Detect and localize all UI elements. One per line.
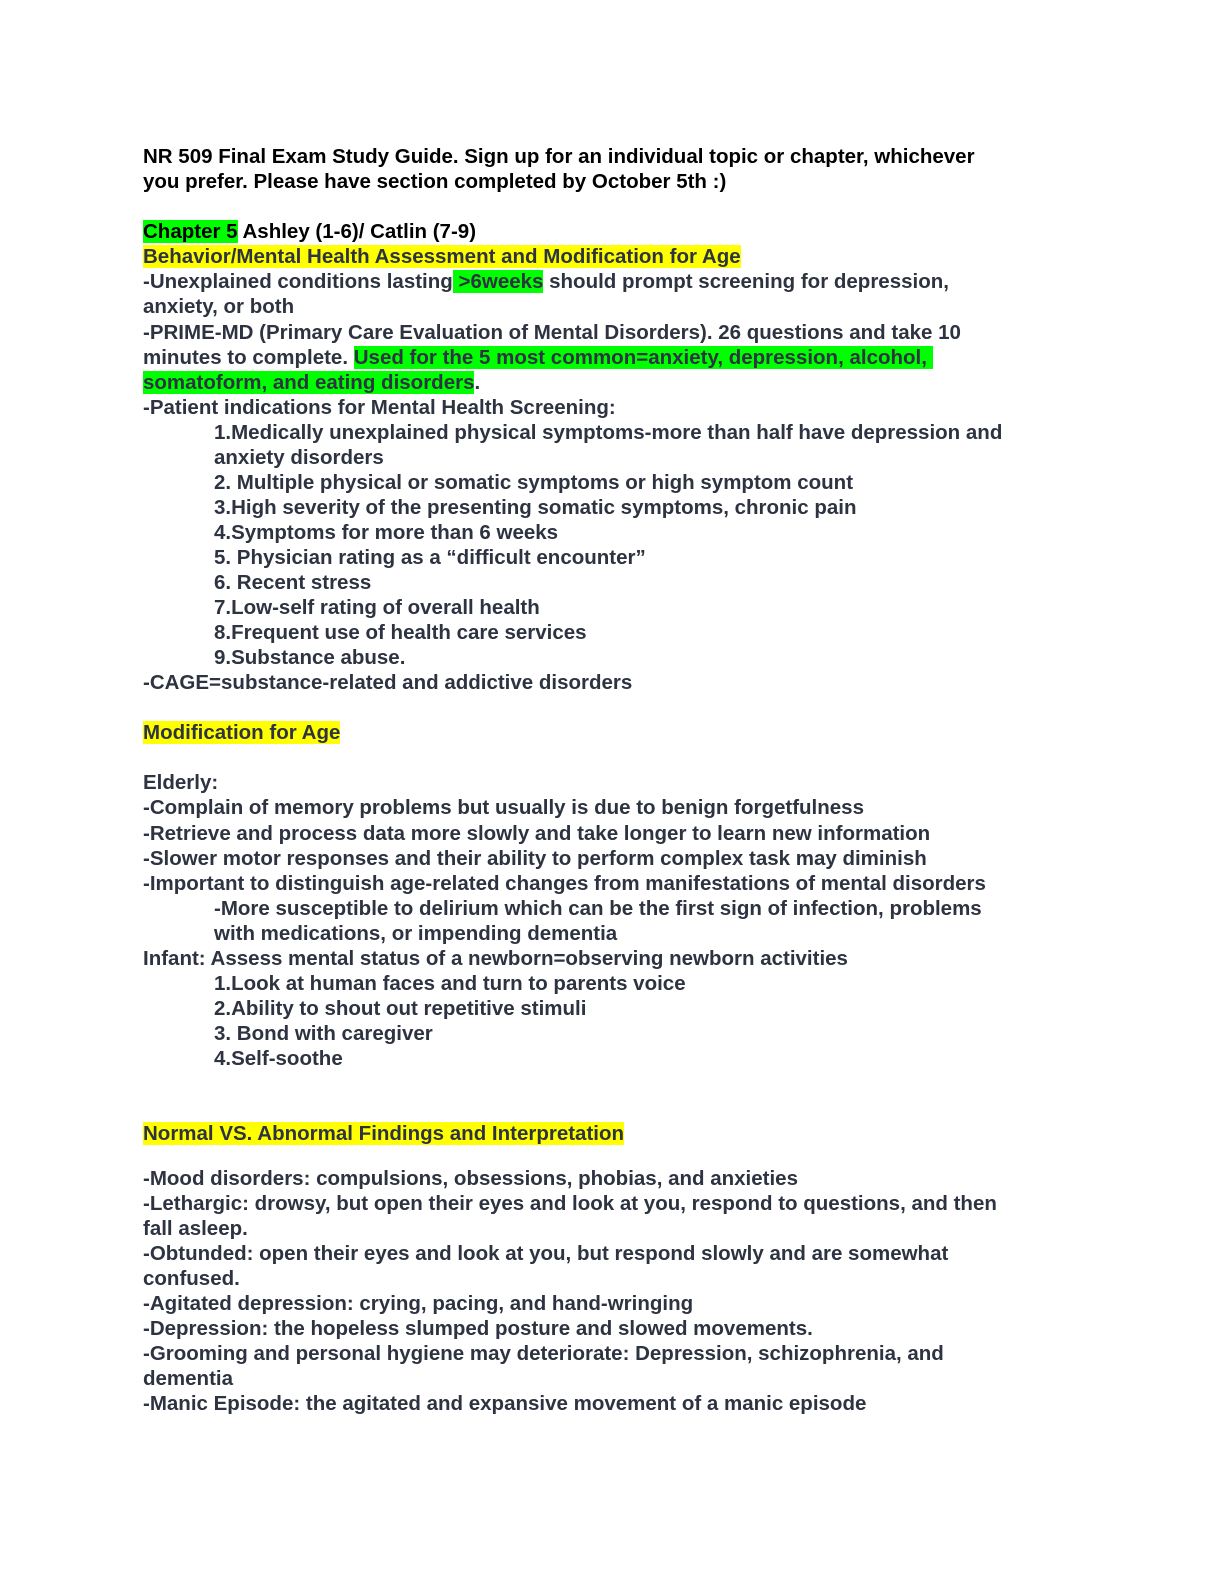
prime-md-line-2: minutes to complete. Used for the 5 most common=anxiety, depression, alcohol,: [143, 346, 933, 369]
finding-item: confused.: [143, 1267, 240, 1290]
infant-item: 4.Self-soothe: [214, 1047, 343, 1070]
infant-item: 1.Look at human faces and turn to parents voice: [214, 972, 686, 995]
doc-title-line-2: you prefer. Please have section completed by October 5th :): [143, 170, 727, 193]
indication-item: 5. Physician rating as a “difficult encounter”: [214, 546, 646, 569]
elderly-subitem: with medications, or impending dementia: [214, 922, 618, 945]
six-weeks-highlight: >6weeks: [452, 270, 544, 293]
finding-item: -Depression: the hopeless slumped posture and slowed movements.: [143, 1317, 813, 1340]
chapter-label: Chapter 5: [143, 220, 238, 243]
modification-heading: Modification for Age: [143, 721, 341, 744]
finding-item: -Obtunded: open their eyes and look at you, but respond slowly and are somewhat: [143, 1242, 949, 1265]
indication-item: anxiety disorders: [214, 446, 384, 469]
finding-item: -Agitated depression: crying, pacing, and hand-wringing: [143, 1292, 694, 1315]
infant-item: 3. Bond with caregiver: [214, 1022, 433, 1045]
infant-item: 2.Ability to shout out repetitive stimuli: [214, 997, 587, 1020]
indications-title: -Patient indications for Mental Health Screening:: [143, 396, 616, 419]
elderly-item: -Complain of memory problems but usually is due to benign forgetfulness: [143, 796, 864, 819]
indication-item: 3.High severity of the presenting somatic symptoms, chronic pain: [214, 496, 857, 519]
findings-heading: Normal VS. Abnormal Findings and Interpretation: [143, 1122, 625, 1145]
indication-item: 9.Substance abuse.: [214, 646, 406, 669]
finding-item: -Lethargic: drowsy, but open their eyes and look at you, respond to questions, and then: [143, 1192, 997, 1215]
finding-item: dementia: [143, 1367, 233, 1390]
unexplained-line: -Unexplained conditions lasting >6weeks should prompt screening for depression,: [143, 270, 949, 293]
indication-item: 8.Frequent use of health care services: [214, 621, 587, 644]
prime-md-highlight-2: somatoform, and eating disorders: [143, 371, 475, 394]
finding-item: -Mood disorders: compulsions, obsessions, phobias, and anxieties: [143, 1167, 798, 1190]
indication-item: 1.Medically unexplained physical symptoms-more than half have depression and: [214, 421, 1003, 444]
behavior-heading: Behavior/Mental Health Assessment and Modification for Age: [143, 245, 741, 268]
elderly-subitem: -More susceptible to delirium which can be the first sign of infection, problems: [214, 897, 982, 920]
unexplained-line-2: anxiety, or both: [143, 295, 295, 318]
chapter-line: [143, 219, 476, 244]
doc-title-line-1: NR 509 Final Exam Study Guide. Sign up for an individual topic or chapter, whichever: [143, 145, 975, 168]
elderly-item: -Important to distinguish age-related changes from manifestations of mental disorders: [143, 872, 986, 895]
cage-line: -CAGE=substance-related and addictive disorders: [143, 671, 633, 694]
prime-md-highlight-1: Used for the 5 most common=anxiety, depression, alcohol,: [353, 346, 933, 369]
finding-item: -Grooming and personal hygiene may deteriorate: Depression, schizophrenia, and: [143, 1342, 944, 1365]
prime-md-line-3: somatoform, and eating disorders.: [143, 371, 481, 394]
elderly-item: -Slower motor responses and their ability to perform complex task may diminish: [143, 847, 927, 870]
finding-item: fall asleep.: [143, 1217, 248, 1240]
indication-item: 4.Symptoms for more than 6 weeks: [214, 521, 559, 544]
infant-title: Infant: Assess mental status of a newborn=observing newborn activities: [143, 947, 848, 970]
indication-item: 6. Recent stress: [214, 571, 372, 594]
finding-item: -Manic Episode: the agitated and expansive movement of a manic episode: [143, 1392, 867, 1415]
indication-item: 2. Multiple physical or somatic symptoms or high symptom count: [214, 471, 854, 494]
indication-item: 7.Low-self rating of overall health: [214, 596, 540, 619]
chapter-assignees: Ashley (1-6)/ Catlin (7-9): [237, 220, 477, 243]
elderly-item: -Retrieve and process data more slowly and take longer to learn new information: [143, 822, 931, 845]
prime-md-line-1: -PRIME-MD (Primary Care Evaluation of Mental Disorders). 26 questions and take 10: [143, 321, 961, 344]
elderly-title: Elderly:: [143, 771, 219, 794]
